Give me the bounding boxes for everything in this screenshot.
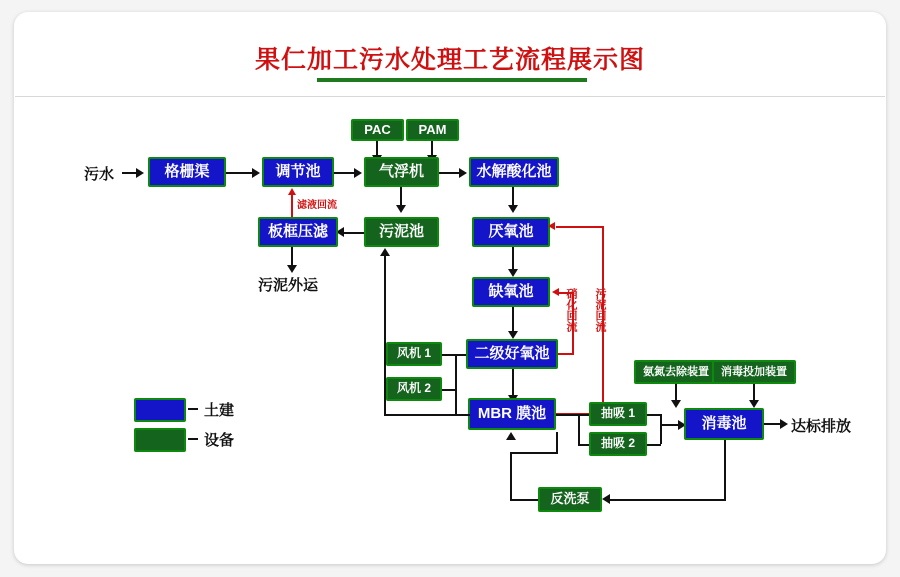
- legend-swatch-civil: [134, 398, 186, 422]
- label-discharge: 达标排放: [791, 418, 852, 435]
- edge-hydrolysis-to-anaerobic: [512, 187, 514, 207]
- node-anoxic[interactable]: 缺氧池: [472, 277, 550, 307]
- edge-nitrification-return-bottom: [558, 353, 574, 355]
- edge-sludge-to-press: [342, 232, 364, 234]
- node-suction-1[interactable]: 抽吸 1: [589, 402, 647, 426]
- node-pam[interactable]: PAM: [406, 119, 459, 141]
- label-sludge-transport: 污泥外运: [258, 277, 319, 294]
- edge-anoxic-to-aerobic: [512, 307, 514, 333]
- arrowhead-flotation-down: [396, 205, 406, 213]
- node-disinfectant-dosing[interactable]: 消毒投加装置: [712, 360, 796, 384]
- arrowhead-grate: [252, 168, 260, 178]
- arrowhead-mbr-to-sludge: [380, 248, 390, 256]
- arrowhead-ammonia-down: [671, 400, 681, 408]
- legend-label-equipment: 设备: [204, 432, 235, 449]
- edge-sludge-return-top: [556, 226, 604, 228]
- arrowhead-regulating: [354, 168, 362, 178]
- arrowhead-hydrolysis-down: [508, 205, 518, 213]
- label-filtrate-return: 滤液回流: [297, 200, 337, 211]
- edge-anaerobic-to-anoxic: [512, 247, 514, 271]
- edge-blower2-out: [442, 389, 456, 391]
- arrowhead-discharge: [780, 419, 788, 429]
- node-sludge-tank[interactable]: 污泥池: [364, 217, 439, 247]
- arrowhead-backwash-in: [602, 494, 610, 504]
- diagram-card: [14, 12, 886, 564]
- arrowhead-anaerobic-down: [508, 269, 518, 277]
- legend-dash-equipment: [188, 438, 198, 440]
- edge-disinfection-to-backwash-vertical: [724, 440, 726, 500]
- arrowhead-dosing-down: [749, 400, 759, 408]
- edge-suction-bus-left: [578, 414, 580, 444]
- edge-backwash-out-horizontal: [510, 499, 538, 501]
- edge-blower1-out: [442, 354, 456, 356]
- arrowhead-backwash-to-mbr: [506, 432, 516, 440]
- edge-flotation-to-hydrolysis: [439, 172, 461, 174]
- node-secondary-aerobic[interactable]: 二级好氧池: [466, 339, 558, 369]
- node-blower-2[interactable]: 风机 2: [386, 377, 442, 401]
- node-blower-1[interactable]: 风机 1: [386, 342, 442, 366]
- label-inflow: 污水: [84, 166, 115, 183]
- edge-blower-to-aerobic: [455, 354, 466, 356]
- edge-mbr-to-suction: [556, 414, 578, 416]
- edge-blower-bus: [455, 354, 457, 390]
- node-pac[interactable]: PAC: [351, 119, 404, 141]
- header-divider: [15, 96, 885, 97]
- arrowhead-inflow: [136, 168, 144, 178]
- edge-blower-bus-lower: [455, 390, 457, 415]
- node-flotation[interactable]: 气浮机: [364, 157, 439, 187]
- edge-suction-bus-right: [660, 414, 662, 444]
- node-anaerobic[interactable]: 厌氧池: [472, 217, 550, 247]
- node-hydrolysis[interactable]: 水解酸化池: [469, 157, 559, 187]
- arrowhead-filtrate-return: [288, 188, 296, 195]
- legend-label-civil: 土建: [204, 402, 235, 419]
- title-underline: [317, 78, 587, 82]
- edge-flotation-to-sludge: [400, 187, 402, 207]
- node-ammonia-removal[interactable]: 氨氮去除装置: [634, 360, 718, 384]
- edge-suction1-out: [647, 414, 661, 416]
- edge-grate-to-regulating: [226, 172, 254, 174]
- edge-suction-to-disinfection: [660, 424, 680, 426]
- edge-suction2-out: [647, 444, 661, 446]
- node-plate-press[interactable]: 板框压滤: [258, 217, 338, 247]
- arrowhead-nitrification-return: [552, 288, 559, 296]
- node-regulating-tank[interactable]: 调节池: [262, 157, 334, 187]
- arrowhead-flotation: [459, 168, 467, 178]
- edge-aerobic-to-mbr: [512, 369, 514, 397]
- edge-backwash-to-mbr: [510, 452, 556, 454]
- node-disinfection-tank[interactable]: 消毒池: [684, 408, 764, 440]
- arrowhead-press-down: [287, 265, 297, 273]
- arrowhead-sludge-return: [548, 222, 555, 230]
- node-mbr[interactable]: MBR 膜池: [468, 398, 556, 430]
- legend-swatch-equipment: [134, 428, 186, 452]
- edge-press-to-transport: [291, 247, 293, 267]
- node-backwash-pump[interactable]: 反洗泵: [538, 487, 602, 512]
- node-suction-2[interactable]: 抽吸 2: [589, 432, 647, 456]
- page-title: 果仁加工污水处理工艺流程展示图: [254, 46, 645, 74]
- edge-filtrate-return: [291, 193, 293, 217]
- node-grate[interactable]: 格栅渠: [148, 157, 226, 187]
- label-nitrification-return: 硝化回流: [565, 288, 577, 332]
- edge-to-backwash-horizontal: [608, 499, 726, 501]
- legend-dash-civil: [188, 408, 198, 410]
- edge-regulating-to-flotation: [334, 172, 356, 174]
- label-sludge-return: 污泥回流: [594, 288, 606, 332]
- arrowhead-anoxic-down: [508, 331, 518, 339]
- edge-backwash-out-vertical: [510, 452, 512, 500]
- edge-backwash-riser: [556, 432, 558, 454]
